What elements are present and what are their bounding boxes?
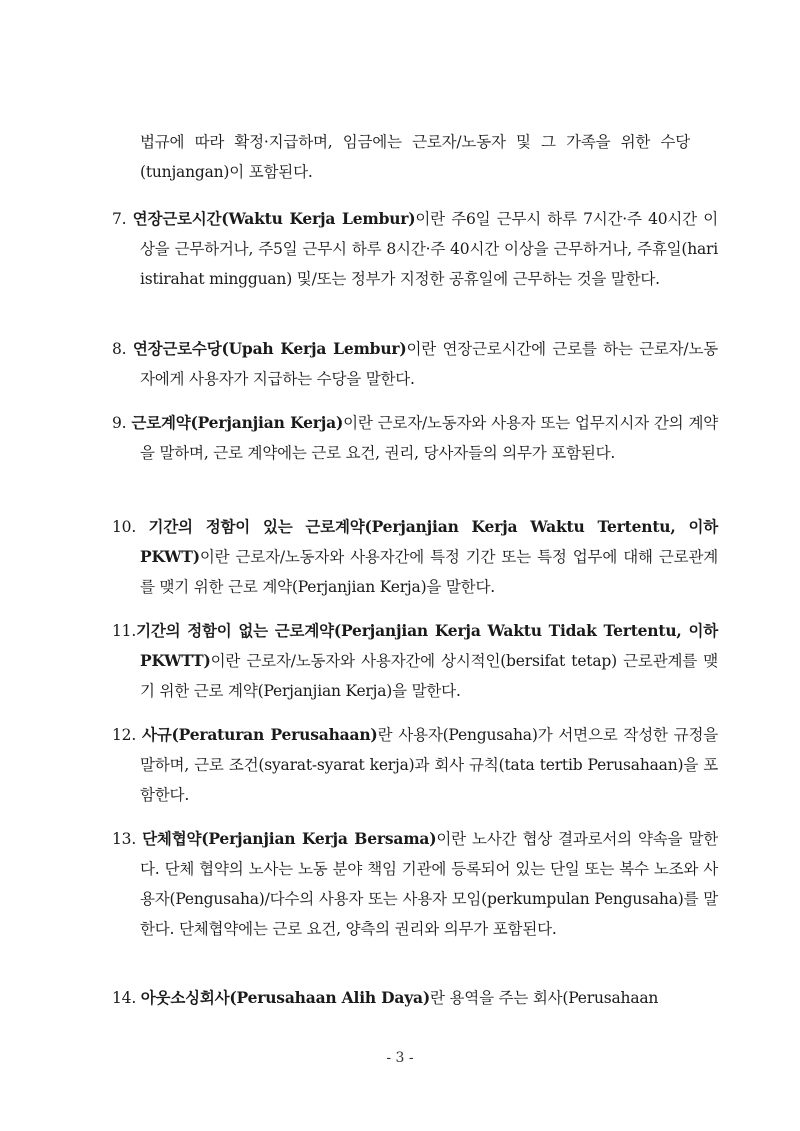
definition-text: 란 용역을 주는 회사(Perusahaan: [430, 989, 659, 1007]
defined-term: 기간의 정함이 있는 근로계약(Perjanjian Kerja Waktu Tertentu, 이하 PKWT): [140, 517, 718, 566]
defined-term: 단체협약(Perjanjian Kerja Bersama): [142, 829, 437, 848]
item-number: 8.: [112, 340, 133, 358]
paragraph-text: 법규에 따라 확정·지급하며, 임금에는 근로자/노동자 및 그 가족을 위한 수당(tunjangan)이 포함된다.: [140, 133, 690, 181]
definition-14: [112, 983, 718, 1013]
definition-text: 란 사용자(Pengusaha)가 서면으로 작성한 규정을 말하며, 근로 조건(syarat-syarat kerja)과 회사 규칙(tata tertib Perusahaan)을 포함한다.: [140, 726, 718, 804]
defined-term: 근로계약(Perjanjian Kerja): [131, 413, 344, 432]
item-number: 10.: [112, 518, 149, 536]
definition-10: [112, 512, 718, 602]
item-number: 9.: [112, 414, 132, 432]
page-number: - 3 -: [386, 1050, 414, 1066]
defined-term: 사규(Peraturan Perusahaan): [141, 725, 378, 744]
definition-text: 이란 연장근로시간에 근로를 하는 근로자/노동자에게 사용자가 지급하는 수당을 말한다.: [140, 340, 718, 388]
definition-9: [112, 408, 718, 468]
definition-8: [112, 334, 718, 394]
defined-term: 연장근로시간(Waktu Kerja Lembur): [132, 209, 416, 228]
defined-term: 연장근로수당(Upah Kerja Lembur): [132, 339, 407, 358]
definition-text: 이란 근로자/노동자와 사용자간에 상시적인(bersifat tetap) 근로관계를 맺기 위한 근로 계약(Perjanjian Kerja)을 말한다.: [140, 652, 718, 700]
item-number: 14.: [112, 989, 141, 1007]
defined-term: 아웃소싱회사(Perusahaan Alih Daya): [140, 988, 431, 1007]
definition-7: [112, 204, 718, 294]
definition-text: 이란 근로자/노동자와 사용자간에 특정 기간 또는 특정 업무에 대해 근로관계를 맺기 위한 근로 계약(Perjanjian Kerja)을 말한다.: [140, 548, 718, 596]
definition-11: [112, 616, 718, 706]
item-number: 12.: [112, 726, 142, 744]
item-number: 13.: [112, 830, 143, 848]
definition-12: [112, 720, 718, 810]
definition-text: 이란 노사간 협상 결과로서의 약속을 말한다. 단체 협약의 노사는 노동 분야 책임 기관에 등록되어 있는 단일 또는 복수 노조와 사용자(Pengusaha)/다수의 사용자 또는 사용자 모임(perkumpulan Pengusaha)를 말한다. 단체협약에는 근로 요건, 양측의 권리와 의무가 포함된다.: [140, 830, 718, 938]
definition-13: [112, 824, 718, 944]
paragraph-continuation: [112, 127, 690, 187]
defined-term: 기간의 정함이 없는 근로계약(Perjanjian Kerja Waktu Tidak Tertentu, 이하 PKWTT): [136, 621, 718, 670]
definition-text: 이란 주6일 근무시 하루 7시간·주 40시간 이상을 근무하거나, 주5일 근무시 하루 8시간·주 40시간 이상을 근무하거나, 주휴일(hari istirahat mingguan) 및/또는 정부가 지정한 공휴일에 근무하는 것을 말한다.: [140, 210, 718, 288]
definition-text: 이란 근로자/노동자와 사용자 또는 업무지시자 간의 계약을 말하며, 근로 계약에는 근로 요건, 권리, 당사자들의 의무가 포함된다.: [140, 414, 718, 462]
item-number: 11.: [112, 622, 137, 640]
item-number: 7.: [112, 210, 133, 228]
